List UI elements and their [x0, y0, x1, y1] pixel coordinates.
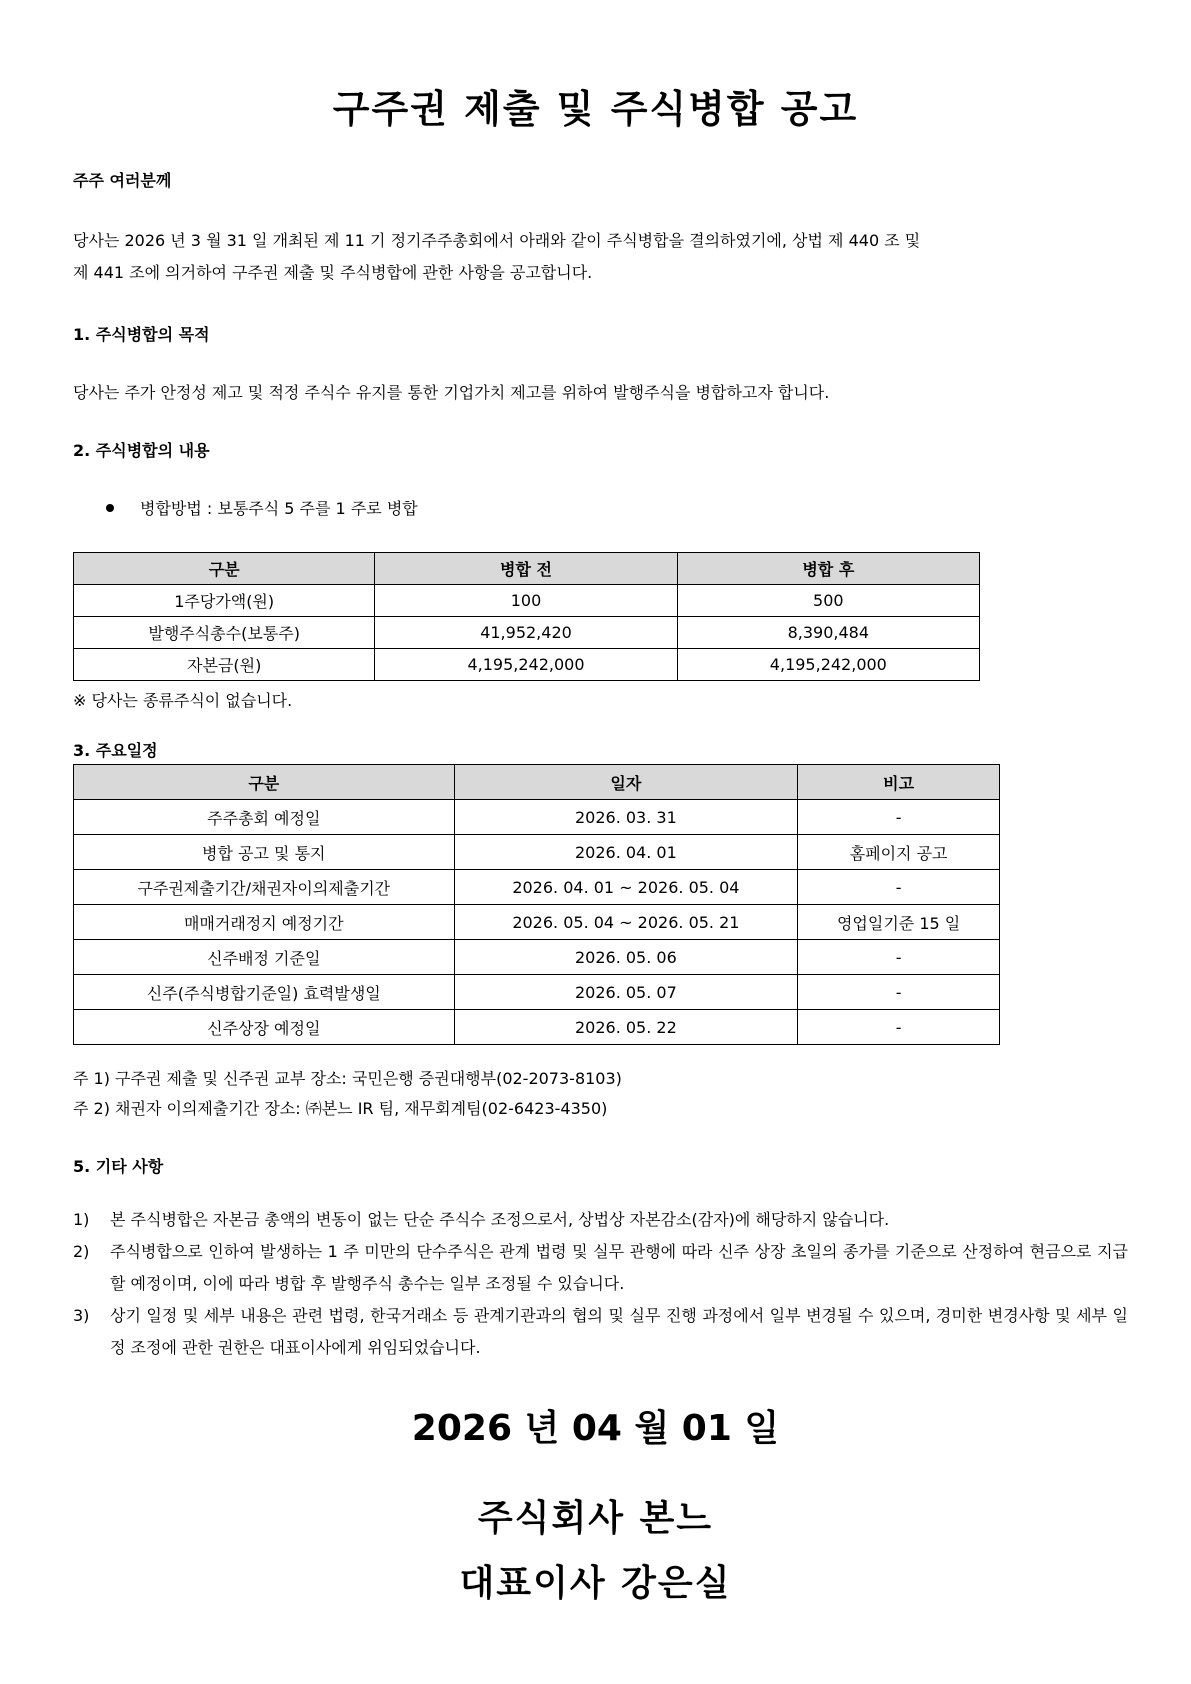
table-cell: 홈페이지 공고: [798, 835, 1000, 870]
list-item: [73, 1204, 1128, 1236]
intro-line: 당사는 2026 년 3 월 31 일 개최된 제 11 기 정기주주총회에서 아래와 같이 주식병합을 결의하였기에, 상법 제 440 조 및: [73, 231, 921, 250]
table-row: [74, 835, 1000, 870]
table-cell: 신주(주식병합기준일) 효력발생일: [74, 975, 455, 1010]
table-cell: 500: [677, 585, 979, 617]
table-row: [74, 617, 980, 649]
table-cell: 2026. 04. 01: [454, 835, 798, 870]
table-row: [74, 800, 1000, 835]
table-cell: 4,195,242,000: [677, 649, 979, 681]
table-cell: 2026. 05. 22: [454, 1010, 798, 1045]
table-cell: 2026. 03. 31: [454, 800, 798, 835]
table-cell: 2026. 05. 06: [454, 940, 798, 975]
table-header: 구분: [74, 765, 455, 800]
table-cell: 영업일기준 15 일: [798, 905, 1000, 940]
table-cell: 2026. 05. 04 ~ 2026. 05. 21: [454, 905, 798, 940]
table-header: 병합 전: [375, 553, 677, 585]
table-header: 일자: [454, 765, 798, 800]
table-cell: 매매거래정지 예정기간: [74, 905, 455, 940]
table-row: [74, 585, 980, 617]
table-cell: 4,195,242,000: [375, 649, 677, 681]
table-cell: 자본금(원): [74, 649, 375, 681]
section-heading-schedule: 3. 주요일정: [73, 741, 158, 760]
bullet-item: [106, 496, 418, 519]
section-heading-content: 2. 주식병합의 내용: [73, 441, 210, 460]
list-item-text: 상기 일정 및 세부 내용은 관련 법령, 한국거래소 등 관계기관과의 협의 및 실무 진행 과정에서 일부 변경될 수 있으며, 경미한 변경사항 및 세부 일정 조정에 관한 권한은 대표이사에게 위임되었습니다.: [110, 1306, 1128, 1357]
table-row: [74, 1010, 1000, 1045]
table-header: 병합 후: [677, 553, 979, 585]
table-cell: -: [798, 940, 1000, 975]
schedule-table: [73, 764, 1000, 1045]
bullet-icon: [106, 504, 114, 512]
bullet-text: 병합방법 : 보통주식 5 주를 1 주로 병합: [140, 499, 418, 518]
table-row: [74, 649, 980, 681]
page-title: 구주권 제출 및 주식병합 공고: [332, 87, 859, 131]
table-cell: -: [798, 800, 1000, 835]
table-header: 구분: [74, 553, 375, 585]
section-heading-other: 5. 기타 사항: [73, 1157, 164, 1176]
table-cell: 구주권제출기간/채권자이의제출기간: [74, 870, 455, 905]
table-cell: 1주당가액(원): [74, 585, 375, 617]
merger-table: [73, 552, 980, 681]
table-cell: 41,952,420: [375, 617, 677, 649]
table-cell: 신주배정 기준일: [74, 940, 455, 975]
table-cell: 신주상장 예정일: [74, 1010, 455, 1045]
section-text-purpose: 당사는 주가 안정성 제고 및 적정 주식수 유지를 통한 기업가치 제고를 위하여 발행주식을 병합하고자 합니다.: [73, 383, 830, 402]
schedule-note-2: 주 2) 채권자 이의제출기간 장소: ㈜본느 IR 팀, 재무회계팀(02-6423-4350): [73, 1099, 608, 1118]
table-cell: 100: [375, 585, 677, 617]
table-cell: -: [798, 1010, 1000, 1045]
company-name: 주식회사 본느: [477, 1498, 714, 1539]
table-cell: -: [798, 975, 1000, 1010]
table-row: [74, 905, 1000, 940]
section-heading-purpose: 1. 주식병합의 목적: [73, 325, 210, 344]
table-header: 비고: [798, 765, 1000, 800]
table-row: [74, 940, 1000, 975]
table-cell: 2026. 04. 01 ~ 2026. 05. 04: [454, 870, 798, 905]
list-item-text: 주식병합으로 인하여 발생하는 1 주 미만의 단수주식은 관계 법령 및 실무 관행에 따라 신주 상장 초일의 종가를 기준으로 산정하여 현금으로 지급할 예정이며, 이에 따라 병합 후 발행주식 총수는 일부 조정될 수 있습니다.: [110, 1242, 1128, 1293]
notice-date: 2026 년 04 월 01 일: [411, 1408, 780, 1449]
class-share-note: ※ 당사는 종류주식이 없습니다.: [73, 691, 293, 710]
list-item-number: 3): [73, 1306, 90, 1325]
table-cell: 8,390,484: [677, 617, 979, 649]
greeting: 주주 여러분께: [73, 171, 172, 190]
table-cell: -: [798, 870, 1000, 905]
intro-paragraph: [73, 225, 1118, 289]
table-row: [74, 870, 1000, 905]
ceo-name: 대표이사 강은실: [459, 1563, 732, 1604]
table-header-row: [74, 765, 1000, 800]
table-row: [74, 975, 1000, 1010]
other-items-list: [73, 1204, 1128, 1364]
list-item-number: 2): [73, 1242, 90, 1261]
table-header-row: [74, 553, 980, 585]
table-cell: 발행주식총수(보통주): [74, 617, 375, 649]
table-cell: 병합 공고 및 통지: [74, 835, 455, 870]
list-item: [73, 1300, 1128, 1364]
table-cell: 2026. 05. 07: [454, 975, 798, 1010]
list-item-text: 본 주식병합은 자본금 총액의 변동이 없는 단순 주식수 조정으로서, 상법상 자본감소(감자)에 해당하지 않습니다.: [110, 1210, 890, 1229]
list-item: [73, 1236, 1128, 1300]
schedule-note-1: 주 1) 구주권 제출 및 신주권 교부 장소: 국민은행 증권대행부(02-2073-8103): [73, 1069, 622, 1088]
list-item-number: 1): [73, 1210, 90, 1229]
table-cell: 주주총회 예정일: [74, 800, 455, 835]
intro-line: 제 441 조에 의거하여 구주권 제출 및 주식병합에 관한 사항을 공고합니다.: [73, 263, 593, 282]
